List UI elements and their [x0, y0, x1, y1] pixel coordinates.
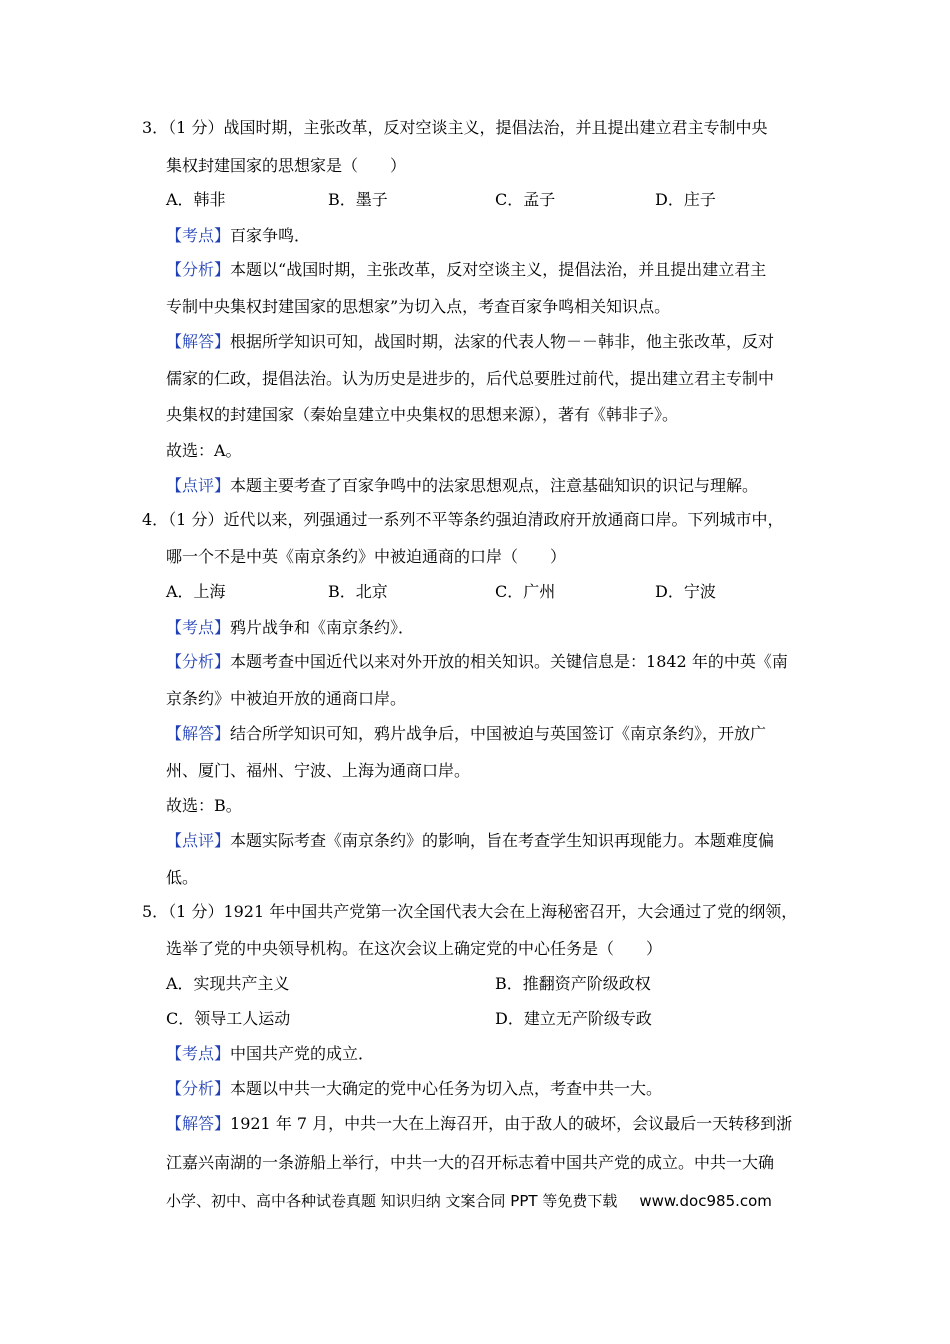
q5-fenxi-text: 本题以中共一大确定的党中心任务为切入点，考查中共一大。: [230, 1079, 663, 1098]
q3-stem-line1: 3．（1 分）战国时期，主张改革，反对空谈主义，提倡法治，并且提出建立君主专制中央: [142, 118, 768, 137]
footer-url[interactable]: www.doc985.com: [639, 1192, 772, 1210]
fenxi-tag: 【分析】: [166, 1079, 231, 1098]
q3-jieda-line3: 央集权的封建国家（秦始皇建立中央集权的思想来源），著有《韩非子》。: [166, 405, 679, 424]
q3-fenxi: [166, 260, 766, 280]
q3-option-a: A．韩非: [166, 190, 226, 209]
fenxi-tag: 【分析】: [166, 260, 231, 279]
q3-fenxi-line2: 专制中央集权封建国家的思想家”为切入点，考查百家争鸣相关知识点。: [166, 297, 671, 316]
q4-stem-line1: 4．（1 分）近代以来，列强通过一系列不平等条约强迫清政府开放通商口岸。下列城市中，: [142, 510, 784, 529]
kaodian-tag: 【考点】: [166, 1044, 231, 1063]
q4-jieda: [166, 724, 766, 744]
q5-kaodian-text: 中国共产党的成立．: [230, 1044, 375, 1063]
q4-kaodian: [166, 618, 414, 638]
q5-option-c: C．领导工人运动: [166, 1009, 291, 1028]
q4-dianping-line2: 低。: [166, 868, 199, 887]
q5-jieda: [166, 1114, 792, 1134]
q4-kaodian-text: 鸦片战争和《南京条约》．: [230, 618, 415, 637]
q3-answer: 故选：A。: [166, 441, 242, 460]
q3-kaodian: [166, 226, 310, 246]
q4-option-b: B．北京: [328, 582, 388, 601]
q5-option-a: A．实现共产主义: [166, 974, 290, 993]
q3-dianping-text: 本题主要考查了百家争鸣中的法家思想观点，注意基础知识的识记与理解。: [230, 476, 759, 495]
page-footer: [166, 1191, 772, 1211]
q3-kaodian-text: 百家争鸣．: [230, 226, 311, 245]
q4-fenxi: [166, 652, 788, 672]
q3-option-c: C．孟子: [495, 190, 556, 209]
fenxi-tag: 【分析】: [166, 652, 231, 671]
jieda-tag: 【解答】: [166, 1114, 231, 1133]
q4-option-a: A．上海: [166, 582, 226, 601]
jieda-tag: 【解答】: [166, 724, 231, 743]
q3-jieda: [166, 332, 774, 352]
q5-jieda-line1: 1921 年 7 月，中共一大在上海召开，由于敌人的破坏，会议最后一天转移到浙: [230, 1114, 793, 1133]
q5-stem-line1: 5．（1 分）1921 年中国共产党第一次全国代表大会在上海秘密召开，大会通过了党的纲领，: [142, 902, 798, 921]
q3-option-b: B．墨子: [328, 190, 388, 209]
q3-jieda-line2: 儒家的仁政，提倡法治。认为历史是进步的，后代总要胜过前代，提出建立君主专制中: [166, 369, 775, 388]
q5-stem-line2: 选举了党的中央领导机构。在这次会议上确定党的中心任务是（ ）: [166, 939, 663, 958]
q4-fenxi-line1: 本题考查中国近代以来对外开放的相关知识。关键信息是：1842 年的中英《南: [230, 652, 788, 671]
q4-jieda-line2: 州、厦门、福州、宁波、上海为通商口岸。: [166, 761, 471, 780]
dianping-tag: 【点评】: [166, 831, 231, 850]
q4-stem-line2: 哪一个不是中英《南京条约》中被迫通商的口岸（ ）: [166, 547, 567, 566]
q3-fenxi-line1: 本题以“战国时期，主张改革，反对空谈主义，提倡法治，并且提出建立君主: [230, 260, 767, 279]
q5-fenxi: [166, 1079, 662, 1099]
kaodian-tag: 【考点】: [166, 226, 231, 245]
q4-dianping: [166, 831, 774, 851]
footer-text: 小学、初中、高中各种试卷真题 知识归纳 文案合同 PPT 等免费下载: [166, 1192, 618, 1210]
q4-option-c: C．广州: [495, 582, 556, 601]
q4-jieda-line1: 结合所学知识可知，鸦片战争后，中国被迫与英国签订《南京条约》，开放广: [230, 724, 767, 743]
q4-dianping-line1: 本题实际考查《南京条约》的影响，旨在考查学生知识再现能力。本题难度偏: [230, 831, 775, 850]
jieda-tag: 【解答】: [166, 332, 231, 351]
q4-answer: 故选：B。: [166, 796, 242, 815]
q5-option-b: B．推翻资产阶级政权: [495, 974, 651, 993]
dianping-tag: 【点评】: [166, 476, 231, 495]
q4-fenxi-line2: 京条约》中被迫开放的通商口岸。: [166, 689, 407, 708]
q3-dianping: [166, 476, 758, 496]
q5-kaodian: [166, 1044, 374, 1064]
q3-stem-line2: 集权封建国家的思想家是（ ）: [166, 156, 407, 175]
kaodian-tag: 【考点】: [166, 618, 231, 637]
q3-jieda-line1: 根据所学知识可知，战国时期，法家的代表人物－－韩非，他主张改革，反对: [230, 332, 775, 351]
q4-option-d: D．宁波: [655, 582, 716, 601]
q3-option-d: D．庄子: [655, 190, 716, 209]
q5-jieda-line2: 江嘉兴南湖的一条游船上举行，中共一大的召开标志着中国共产党的成立。中共一大确: [166, 1153, 775, 1172]
q5-option-d: D．建立无产阶级专政: [495, 1009, 652, 1028]
